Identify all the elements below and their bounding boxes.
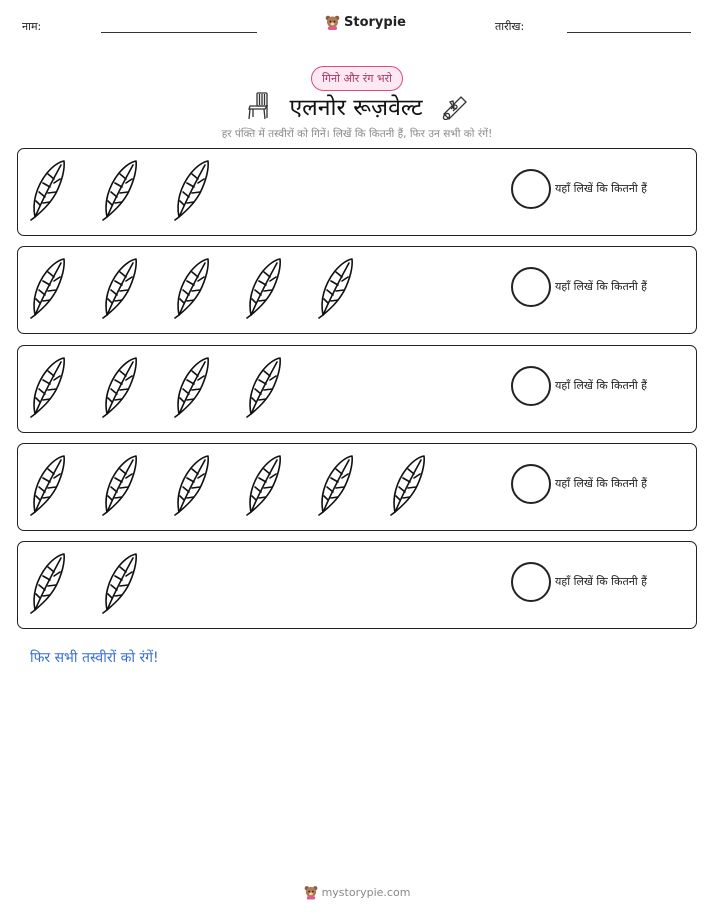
footer-note: फिर सभी तस्वीरों को रंगें! — [30, 650, 159, 666]
feather-icon[interactable] — [100, 159, 140, 221]
counting-row — [17, 345, 697, 433]
answer-label: यहाँ लिखें कि कितनी हैं — [555, 379, 648, 392]
bear-mascot-icon — [325, 14, 340, 30]
answer-label: यहाँ लिखें कि कितनी हैं — [555, 280, 648, 293]
answer-circle[interactable] — [511, 169, 551, 209]
answer-circle[interactable] — [511, 562, 551, 602]
feather-icon[interactable] — [100, 257, 140, 319]
counting-row — [17, 541, 697, 629]
answer-circle[interactable] — [511, 267, 551, 307]
diploma-scroll-icon — [439, 92, 469, 120]
answer-circle[interactable] — [511, 464, 551, 504]
instruction-text: हर पंक्ति में तस्वीरों को गिनें। लिखें कि कितनी हैं, फिर उन सभी को रंगें! — [221, 128, 493, 140]
feather-icon[interactable] — [172, 454, 212, 516]
feather-icon[interactable] — [244, 257, 284, 319]
counting-row — [17, 148, 697, 236]
activity-tag: गिनो और रंग भरो — [311, 66, 403, 91]
feather-icon[interactable] — [28, 552, 68, 614]
footer — [304, 884, 411, 900]
date-line[interactable] — [567, 32, 691, 33]
page-title: एलनोर रूज़वेल्ट — [289, 95, 423, 121]
brand-logo — [325, 14, 406, 30]
feather-icon[interactable] — [172, 356, 212, 418]
answer-circle[interactable] — [511, 366, 551, 406]
feather-icon[interactable] — [100, 356, 140, 418]
answer-label: यहाँ लिखें कि कितनी हैं — [555, 575, 648, 588]
name-label: नाम: — [22, 20, 42, 33]
answer-label: यहाँ लिखें कि कितनी हैं — [555, 477, 648, 490]
feather-icon[interactable] — [100, 552, 140, 614]
feather-icon[interactable] — [316, 454, 356, 516]
feather-icon[interactable] — [28, 454, 68, 516]
feather-icon[interactable] — [244, 356, 284, 418]
feather-icon[interactable] — [28, 356, 68, 418]
chair-icon — [245, 91, 273, 121]
feather-icon[interactable] — [28, 257, 68, 319]
counting-row — [17, 443, 697, 531]
feather-icon[interactable] — [172, 159, 212, 221]
feather-icon[interactable] — [172, 257, 212, 319]
answer-label: यहाँ लिखें कि कितनी हैं — [555, 182, 648, 195]
footer-site[interactable]: mystorypie.com — [321, 885, 411, 899]
date-label: तारीख: — [495, 20, 525, 33]
brand-name: Storypie — [344, 14, 406, 30]
feather-icon[interactable] — [100, 454, 140, 516]
feather-icon[interactable] — [388, 454, 428, 516]
bear-mascot-icon — [304, 884, 318, 900]
feather-icon[interactable] — [316, 257, 356, 319]
counting-row — [17, 246, 697, 334]
feather-icon[interactable] — [28, 159, 68, 221]
name-line[interactable] — [101, 32, 257, 33]
feather-icon[interactable] — [244, 454, 284, 516]
